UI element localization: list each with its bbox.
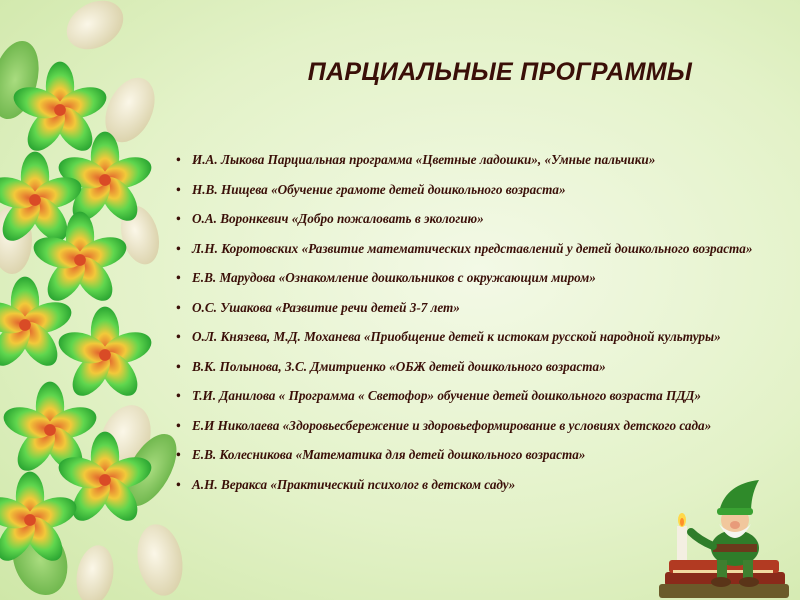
list-item: • О.С. Ушакова «Развитие речи детей 3-7 лет»: [176, 298, 761, 317]
list-item: • Т.И. Данилова « Программа « Светофор» обучение детей дошкольного возраста ПДД»: [176, 386, 761, 405]
list-item: • Е.В. Марудова «Ознакомление дошкольников с окружающим миром»: [176, 268, 761, 287]
list-item: • В.К. Полынова, З.С. Дмитриенко «ОБЖ детей дошкольного возраста»: [176, 357, 761, 376]
programs-list: [176, 150, 761, 504]
list-item: • О.А. Воронкевич «Добро пожаловать в экологию»: [176, 209, 761, 228]
list-item: • А.Н. Веракса «Практический психолог в детском саду»: [176, 475, 761, 494]
list-item: • Н.В. Нищева «Обучение грамоте детей дошкольного возраста»: [176, 180, 761, 199]
list-item: • Л.Н. Коротовских «Развитие математических представлений у детей дошкольного возраста»: [176, 239, 761, 258]
list-item: • Е.И Николаева «Здоровьесбережение и здоровьеформирование в условиях детского сада»: [176, 416, 761, 435]
list-item: • И.А. Лыкова Парциальная программа «Цветные ладошки», «Умные пальчики»: [176, 150, 761, 169]
list-item: • Е.В. Колесникова «Математика для детей дошкольного возраста»: [176, 445, 761, 464]
list-item: • О.Л. Князева, М.Д. Моханева «Приобщение детей к истокам русской народной культуры»: [176, 327, 761, 346]
slide-title: ПАРЦИАЛЬНЫЕ ПРОГРАММЫ: [307, 58, 693, 86]
flower-garland-decoration: [0, 0, 190, 600]
gnome-illustration: [655, 480, 795, 600]
